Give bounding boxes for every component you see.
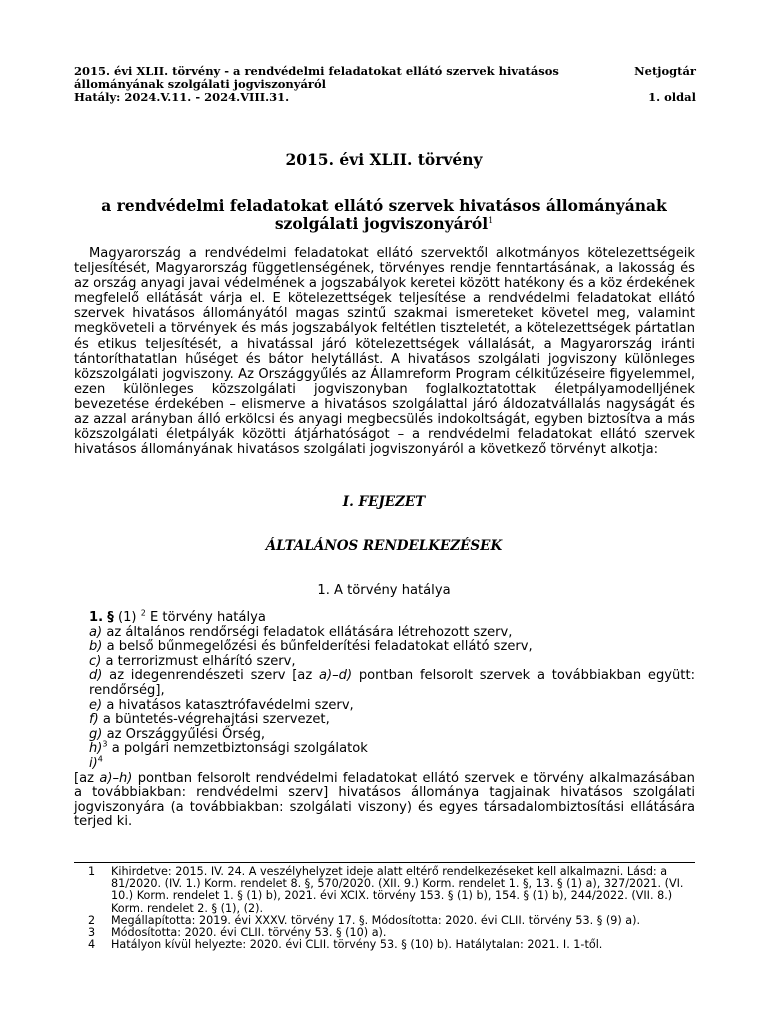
footnote-4: 4 Hatályon kívül helyezte: 2020. évi CLII. törvény 53. § (10) b). Hatálytalan: 2021. I. 1-től. [88,938,603,952]
document-title: 2015. évi XLII. törvény [285,150,483,169]
footnote-3: 3 Módosította: 2020. évi CLII. törvény 53. § (10) a). [88,926,387,940]
footnote-ref-2[interactable]: 2 [140,608,146,618]
footnote-1: 1 Kihirdetve: 2015. IV. 24. A veszélyhelyzet ideje alatt eltérő rendelkezéseket kell alkalmazni. Lásd: a 81/2020. (IV. 1.) Korm. rendelet 8. §, 570/2020. (XII. 9.) Korm. rendelet 1. §, 13. § (1) a), 327/2021. (VI. 10.) Korm. rendelet 1. § (1) b), 2021. évi XCIX. törvény 153. § (1) b), 154. § (1) b), 244/2022. (VII. 8.) Korm. rendelet 2. § (1), (2). [88,865,684,915]
list-item: a) az általános rendőrségi feladatok ellátására létrehozott szerv, [89,624,513,640]
chapter-title: ÁLTALÁNOS RENDELKEZÉSEK [265,538,503,554]
paragraph-sub: (1) [117,610,137,625]
header-source: Netjogtár [634,64,696,78]
list-item: h)$^3$ a polgári nemzetbiztonsági szolgálatok [89,739,368,757]
document-subtitle-text: a rendvédelmi feladatokat ellátó szervek hivatásos állományának szolgálati jogviszonyáról [101,196,667,233]
footnote-ref-4[interactable]: 4 [97,754,103,764]
page-header [74,65,696,104]
list-item: g) az Országgyűlési Őrség, [89,726,266,742]
paragraph-sign: § [107,610,114,625]
footnotes [74,866,695,951]
footnote-ref-3[interactable]: 3 [102,739,108,749]
paragraph-number: 1. [89,610,104,625]
chapter-number: I. FEJEZET [342,494,426,510]
list-item: c) a terrorizmust elhárító szerv, [89,653,296,669]
header-validity: Hatály: 2024.V.11. - 2024.VIII.31. [74,90,290,104]
document-subtitle [60,197,708,233]
section-title: 1. A törvény hatálya [317,583,451,598]
footnote-divider [74,862,695,863]
list-item: f) a büntetés-végrehajtási szervezet, [89,712,330,728]
footnote-ref-1[interactable]: 1 [488,215,494,225]
list-item: d) az idegenrendészeti szerv [az a)–d) pontban felsorolt szervek a továbbiakban együtt: rendőrség], [89,668,695,698]
preamble: Magyarország a rendvédelmi feladatokat ellátó szervektől alkotmányos kötelezettségeik teljesítését, Magyarország függetlenségének, törvényes rendje fenntartásának, a lakosság és az ország anyagi javai védelmének a jogszabályok keretei között hatékony és a köz érdekének megfelelő ellátását várja el. E kötelezettségek teljesítése a rendvédelmi feladatokat ellátó szervek hivatásos állományától magas szintű szakmai ismereteket követel meg, valamint megköveteli a törvények és más jogszabályok feltétlen tiszteletét, a kötelezettségek pártatlan és etikus teljesítését, a hivatással járó kötelezettségek vállalását, a Magyarország iránti tántoríthatatlan hűséget és bátor helytállást. A hivatásos szolgálati jogviszony különleges közszolgálati jogviszony. Az Országgyűlés az Államreform Program célkitűzéseire figyelemmel, ezen különleges közszolgálati jogviszonyban foglalkoztatottak életpályamodelljének bevezetése érdekében – elismerve a hivatásos szolgálattal járó áldozatvállalás nagyságát és az azzal arányban álló erkölcsi és anyagi megbecsülés indokoltságát, egyben biztosítva a más közszolgálati életpályák közötti átjárhatóságot – a rendvédelmi feladatokat ellátó szervek hivatásos állományának hivatásos szolgálati jogviszonyáról a következő törvényt alkotja: [74,246,695,458]
list-item: b) a belső bűnmegelőzési és bűnfelderítési feladatokat ellátó szerv, [89,639,533,655]
header-title-line1: 2015. évi XLII. törvény - a rendvédelmi feladatokat ellátó szervek hivatásos [74,64,559,78]
paragraph-closing: [az a)–h) pontban felsorolt rendvédelmi feladatokat ellátó szervek e törvény alkalmazásában a továbbiakban: rendvédelmi szerv] hivatásos állománya tagjainak hivatásos szolgálati jogviszonyára (a továbbiakban: szolgálati viszony) és egyes társadalombiztosítási ellátására terjed ki. [74,770,695,830]
header-title-line2: állományának szolgálati jogviszonyáról [74,77,326,91]
paragraph-1 [74,608,695,830]
header-page-number: 1. oldal [648,90,696,104]
paragraph-intro-text: E törvény hatálya [149,610,266,625]
list-item: i)$^4$ [89,754,103,771]
list-item: e) a hivatásos katasztrófavédelmi szerv, [89,697,354,713]
paragraph-intro [74,608,695,626]
footnote-2: 2 Megállapította: 2019. évi XXXV. törvény 17. §. Módosította: 2020. évi CLII. törvény 53. § (9) a). [88,913,641,927]
